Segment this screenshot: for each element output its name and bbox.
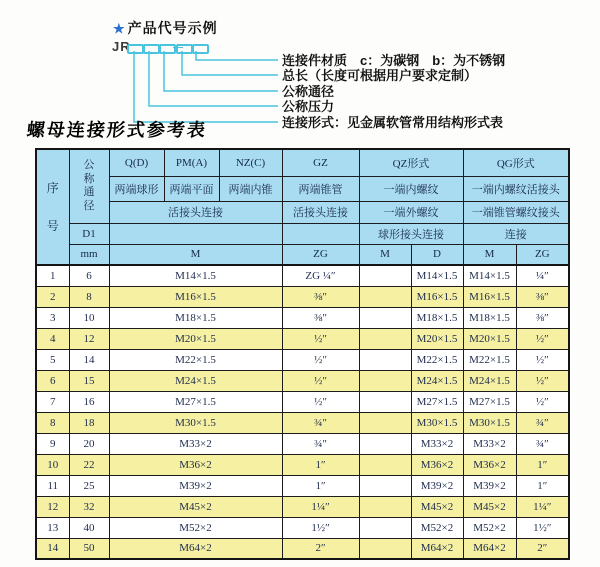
table-cell: M36×2 [411, 454, 463, 475]
table-cell: 12 [69, 328, 109, 349]
table-row [36, 412, 569, 433]
table-row [36, 286, 569, 307]
table-cell: 2″ [282, 538, 359, 559]
table-cell: ½″ [516, 328, 569, 349]
table-title: 螺母连接形式参考表 [25, 120, 208, 140]
table-cell: M18×1.5 [411, 307, 463, 328]
diagram-title-text: 产品代号示例 [127, 20, 218, 36]
code-label-connection: 连接形式：见金属软管常用结构形式表 [282, 115, 504, 130]
table-cell: 1½″ [282, 517, 359, 538]
table-cell: M33×2 [109, 433, 282, 454]
header-qg-zg: ZG [516, 244, 569, 265]
table-cell: 18 [69, 412, 109, 433]
code-digit-box [192, 44, 209, 54]
table-cell: 50 [69, 538, 109, 559]
table-cell: M64×2 [109, 538, 282, 559]
table-cell [359, 265, 411, 286]
table-cell: 1¼″ [282, 496, 359, 517]
table-cell: M16×1.5 [411, 286, 463, 307]
table-cell: M20×1.5 [463, 328, 516, 349]
table-cell: M36×2 [109, 454, 282, 475]
header-sub-qg: 一端内螺纹活接头 [463, 176, 569, 201]
table-cell: 20 [69, 433, 109, 454]
table-cell [359, 286, 411, 307]
table-cell: 32 [69, 496, 109, 517]
table-cell: M39×2 [109, 475, 282, 496]
star-icon: ★ [113, 21, 126, 36]
table-cell: ½″ [516, 391, 569, 412]
header-col-nz: NZ(C) [219, 149, 282, 176]
table-cell: ⅜″ [516, 307, 569, 328]
header-sub-gz: 两端锥管 [282, 176, 359, 201]
header-sub-qz: 一端内螺纹 [359, 176, 463, 201]
header-sub-q: 两端球形 [109, 176, 164, 201]
header-taper-thread-qg: 一端锥管螺纹接头 [463, 201, 569, 223]
table-cell: M52×2 [109, 517, 282, 538]
table-cell: M39×2 [463, 475, 516, 496]
code-separator: — [173, 42, 183, 53]
table-row [36, 517, 569, 538]
nut-connection-table [35, 148, 570, 560]
table-cell: ¾″ [282, 412, 359, 433]
table-cell: 11 [36, 475, 69, 496]
table-cell [359, 412, 411, 433]
table-row [36, 391, 569, 412]
table-cell [359, 328, 411, 349]
table-cell: 10 [69, 307, 109, 328]
table-row [36, 538, 569, 559]
table-cell: 7 [36, 391, 69, 412]
table-body [36, 265, 569, 559]
table-cell: M64×2 [411, 538, 463, 559]
table-cell: M18×1.5 [463, 307, 516, 328]
code-digit-box [176, 44, 193, 54]
table-cell: M36×2 [463, 454, 516, 475]
table-cell: 13 [36, 517, 69, 538]
table-cell: M14×1.5 [411, 265, 463, 286]
header-dn: 公称通径 [69, 149, 109, 223]
table-cell: ¾″ [516, 433, 569, 454]
table-cell [359, 475, 411, 496]
table-cell: 1 [36, 265, 69, 286]
table-row [36, 307, 569, 328]
table-cell: ½″ [282, 328, 359, 349]
table-cell: M30×1.5 [109, 412, 282, 433]
table-cell: 4 [36, 328, 69, 349]
table-cell: 16 [69, 391, 109, 412]
table-row [36, 265, 569, 286]
table-cell: M20×1.5 [109, 328, 282, 349]
code-label-length: 总长（长度可根据用户要求定制） [282, 68, 478, 83]
table-row [36, 349, 569, 370]
table-cell: 3 [36, 307, 69, 328]
table-cell: 10 [36, 454, 69, 475]
table-cell [359, 433, 411, 454]
table-cell [359, 496, 411, 517]
table-cell: ¼″ [516, 265, 569, 286]
header-union-gz: 活接头连接 [282, 201, 359, 223]
header-col-pm: PM(A) [164, 149, 219, 176]
table-cell: M24×1.5 [109, 370, 282, 391]
code-digit-box [143, 44, 160, 54]
table-cell: 1″ [282, 454, 359, 475]
table-cell: ½″ [282, 370, 359, 391]
table-cell: M30×1.5 [463, 412, 516, 433]
table-cell: M33×2 [411, 433, 463, 454]
table-cell [359, 370, 411, 391]
table-cell: 12 [36, 496, 69, 517]
table-cell: ⅜″ [516, 286, 569, 307]
table-cell: ZG ¼″ [282, 265, 359, 286]
table-cell: ½″ [282, 349, 359, 370]
header-col-q: Q(D) [109, 149, 164, 176]
table-row [36, 370, 569, 391]
header-col-gz: GZ [282, 149, 359, 176]
table-cell: M24×1.5 [411, 370, 463, 391]
table-cell: M33×2 [463, 433, 516, 454]
header-zg: ZG [282, 244, 359, 265]
table-cell [359, 454, 411, 475]
table-cell: ½″ [516, 370, 569, 391]
table-row [36, 433, 569, 454]
table-cell: 8 [69, 286, 109, 307]
table-cell: 25 [69, 475, 109, 496]
header-empty-gz [282, 223, 359, 244]
table-cell: M16×1.5 [109, 286, 282, 307]
table-cell: 22 [69, 454, 109, 475]
table-cell: M22×1.5 [109, 349, 282, 370]
table-cell [359, 307, 411, 328]
table-cell: M64×2 [463, 538, 516, 559]
table-cell: ⅜″ [282, 286, 359, 307]
header-ext-thread-qz: 一端外螺纹 [359, 201, 463, 223]
table-cell: 8 [36, 412, 69, 433]
header-sub-pm: 两端平面 [164, 176, 219, 201]
table-cell: ⅜″ [282, 307, 359, 328]
header-m: M [109, 244, 282, 265]
table-cell [359, 349, 411, 370]
header-connect-qg: 连接 [463, 223, 569, 244]
table-cell: M22×1.5 [411, 349, 463, 370]
table-cell: 1″ [516, 475, 569, 496]
table-cell: 14 [36, 538, 69, 559]
diagram-title [113, 18, 218, 38]
table-cell: M30×1.5 [411, 412, 463, 433]
table-cell: 5 [36, 349, 69, 370]
table-cell [359, 391, 411, 412]
table-cell [359, 517, 411, 538]
code-prefix: JR [112, 39, 131, 54]
table-cell: M45×2 [109, 496, 282, 517]
table-cell: M27×1.5 [411, 391, 463, 412]
table-cell: M20×1.5 [411, 328, 463, 349]
table-cell: M39×2 [411, 475, 463, 496]
table-cell: 1″ [282, 475, 359, 496]
code-label-material: 连接件材质 c：为碳钢 b：为不锈钢 [282, 53, 506, 68]
table-cell: 2 [36, 286, 69, 307]
header-ball-joint-qz: 球形接头连接 [359, 223, 463, 244]
table-cell: 1″ [516, 454, 569, 475]
header-qz-m: M [359, 244, 411, 265]
table-cell: M24×1.5 [463, 370, 516, 391]
header-mm: mm [69, 244, 109, 265]
code-label-diameter: 公称通径 [282, 84, 335, 99]
table-cell: 1½″ [516, 517, 569, 538]
table-cell: ¾″ [516, 412, 569, 433]
table-cell: M27×1.5 [109, 391, 282, 412]
table-cell: 6 [69, 265, 109, 286]
table-cell: M18×1.5 [109, 307, 282, 328]
table-header [36, 149, 569, 265]
table-cell: 1¼″ [516, 496, 569, 517]
header-qg-m: M [463, 244, 516, 265]
header-empty-qpmnz [109, 223, 282, 244]
header-union-q: 活接头连接 [109, 201, 282, 223]
table-cell: M45×2 [411, 496, 463, 517]
table-cell: ½″ [516, 349, 569, 370]
table-cell: 40 [69, 517, 109, 538]
table-cell: ¾″ [282, 433, 359, 454]
table-cell: 6 [36, 370, 69, 391]
table-cell: 2″ [516, 538, 569, 559]
table-cell: ½″ [282, 391, 359, 412]
table-cell: M52×2 [463, 517, 516, 538]
table-cell [359, 538, 411, 559]
header-qz-d: D [411, 244, 463, 265]
table-cell: M22×1.5 [463, 349, 516, 370]
table-row [36, 328, 569, 349]
table-cell: 14 [69, 349, 109, 370]
table-row [36, 454, 569, 475]
code-digit-box [127, 44, 144, 54]
table-cell: 15 [69, 370, 109, 391]
table-cell: M27×1.5 [463, 391, 516, 412]
header-sub-nz: 两端内锥 [219, 176, 282, 201]
header-seq: 序号 [36, 149, 69, 265]
table-cell: M16×1.5 [463, 286, 516, 307]
table-cell: M14×1.5 [463, 265, 516, 286]
table-cell: M52×2 [411, 517, 463, 538]
header-d1: D1 [69, 223, 109, 244]
table-cell: 9 [36, 433, 69, 454]
table-row [36, 475, 569, 496]
header-col-qz: QZ形式 [359, 149, 463, 176]
header-col-qg: QG形式 [463, 149, 569, 176]
table-row [36, 496, 569, 517]
table-cell: M45×2 [463, 496, 516, 517]
table-cell: M14×1.5 [109, 265, 282, 286]
code-label-pressure: 公称压力 [282, 99, 335, 114]
